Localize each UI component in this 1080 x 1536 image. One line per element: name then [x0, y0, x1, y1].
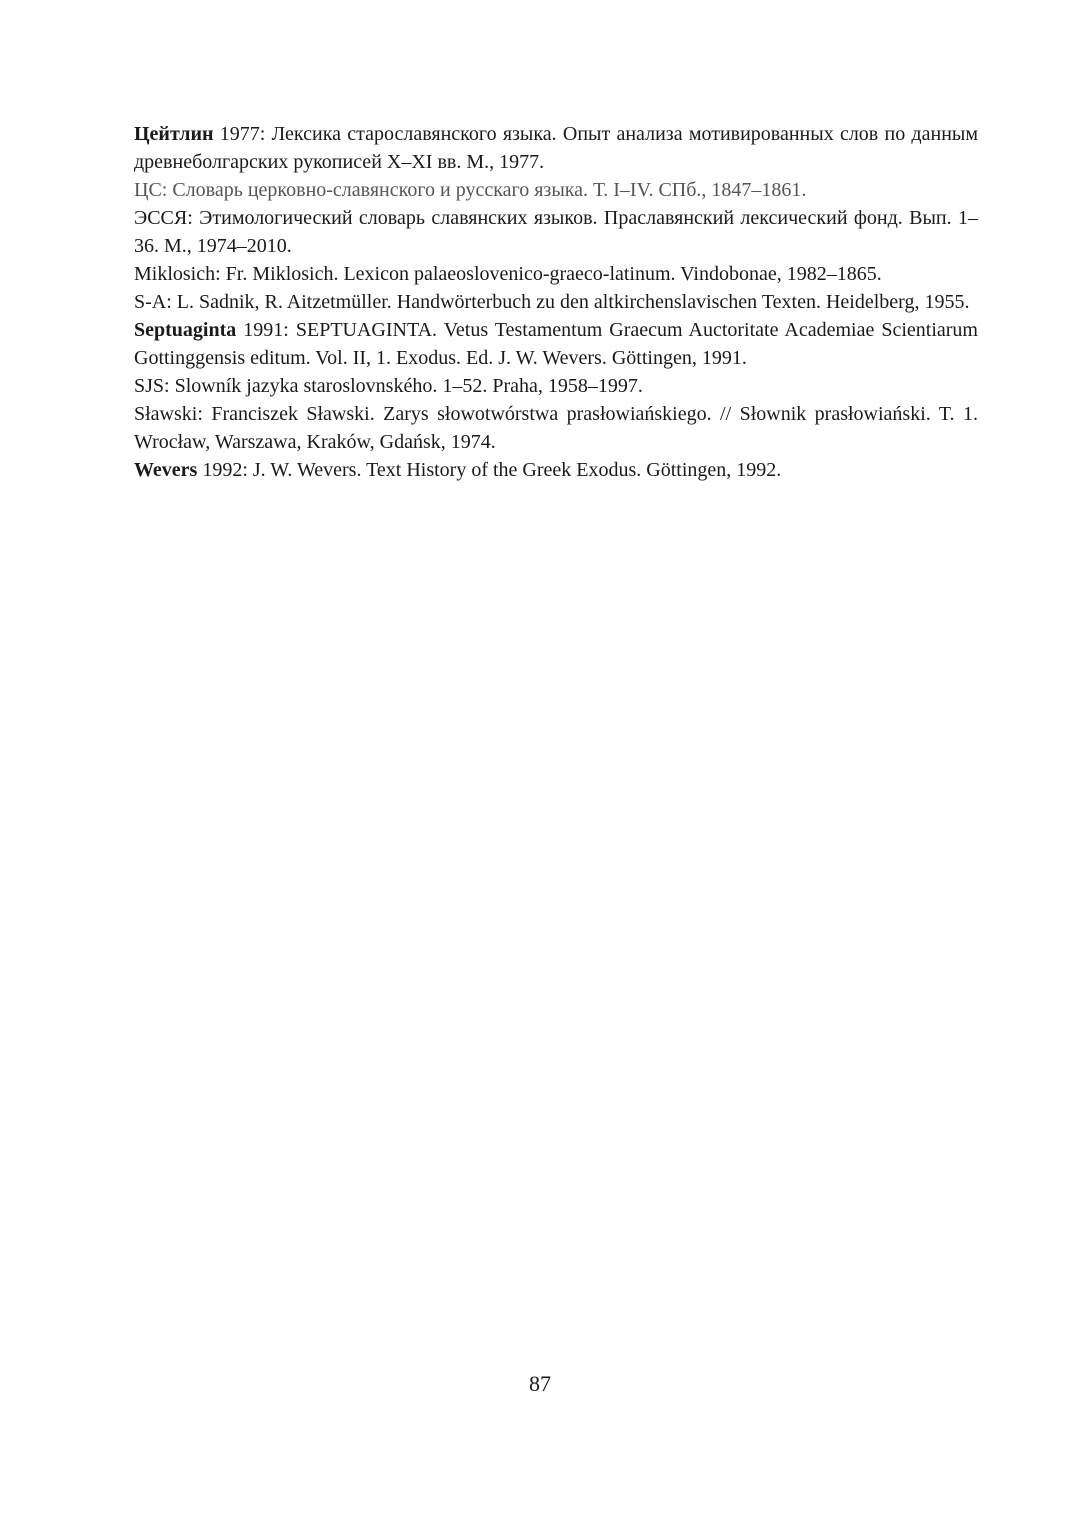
entry-key: Wevers — [134, 459, 198, 481]
entry-text: SJS: Slowník jazyka staroslovnského. 1–52. Praha, 1958–1997. — [134, 375, 643, 397]
entry-text: ЦС: Словарь церковно-славянского и русскаго языка. Т. I–IV. СПб., 1847–1861. — [134, 179, 807, 201]
entry-text: Sławski: Franciszek Sławski. Zarys słowotwórstwa prasłowiańskiego. // Słownik prasłowiański. T. 1. Wrocław, Warszawa, Kraków, Gdańsk, 1974. — [134, 403, 978, 453]
bibliography-entry — [134, 400, 978, 456]
entry-text: 1992: J. W. Wevers. Text History of the Greek Exodus. Göttingen, 1992. — [197, 459, 782, 481]
bibliography-entry — [134, 260, 978, 288]
entry-key: Septuaginta — [134, 319, 237, 341]
entry-text: 1977: Лексика старославянского языка. Опыт анализа мотивированных слов по данным древнеболгарских рукописей X–XI вв. М., 1977. — [134, 123, 978, 173]
entry-text: 1991: SEPTUAGINTA. Vetus Testamentum Graecum Auctoritate Academiae Scientiarum Gottinggensis editum. Vol. II, 1. Exodus. Ed. J. W. Wevers. Göttingen, 1991. — [134, 319, 978, 369]
bibliography-entry — [134, 316, 978, 372]
bibliography-entry — [134, 456, 978, 484]
bibliography-list — [134, 120, 978, 484]
bibliography-entry — [134, 176, 978, 204]
entry-text: Miklosich: Fr. Miklosich. Lexicon palaeoslovenico-graeco-latinum. Vindobonae, 1982–1865. — [134, 263, 882, 285]
bibliography-entry — [134, 288, 978, 316]
page-number: 87 — [529, 1371, 551, 1396]
bibliography-entry — [134, 204, 978, 260]
entry-key: Цейтлин — [134, 123, 214, 145]
entry-text: S-A: L. Sadnik, R. Aitzetmüller. Handwörterbuch zu den altkirchenslavischen Texten. Heidelberg, 1955. — [134, 291, 970, 313]
bibliography-entry — [134, 372, 978, 400]
bibliography-entry — [134, 120, 978, 176]
entry-text: ЭССЯ: Этимологический словарь славянских языков. Праславянский лексический фонд. Вып. 1–36. М., 1974–2010. — [134, 207, 978, 257]
